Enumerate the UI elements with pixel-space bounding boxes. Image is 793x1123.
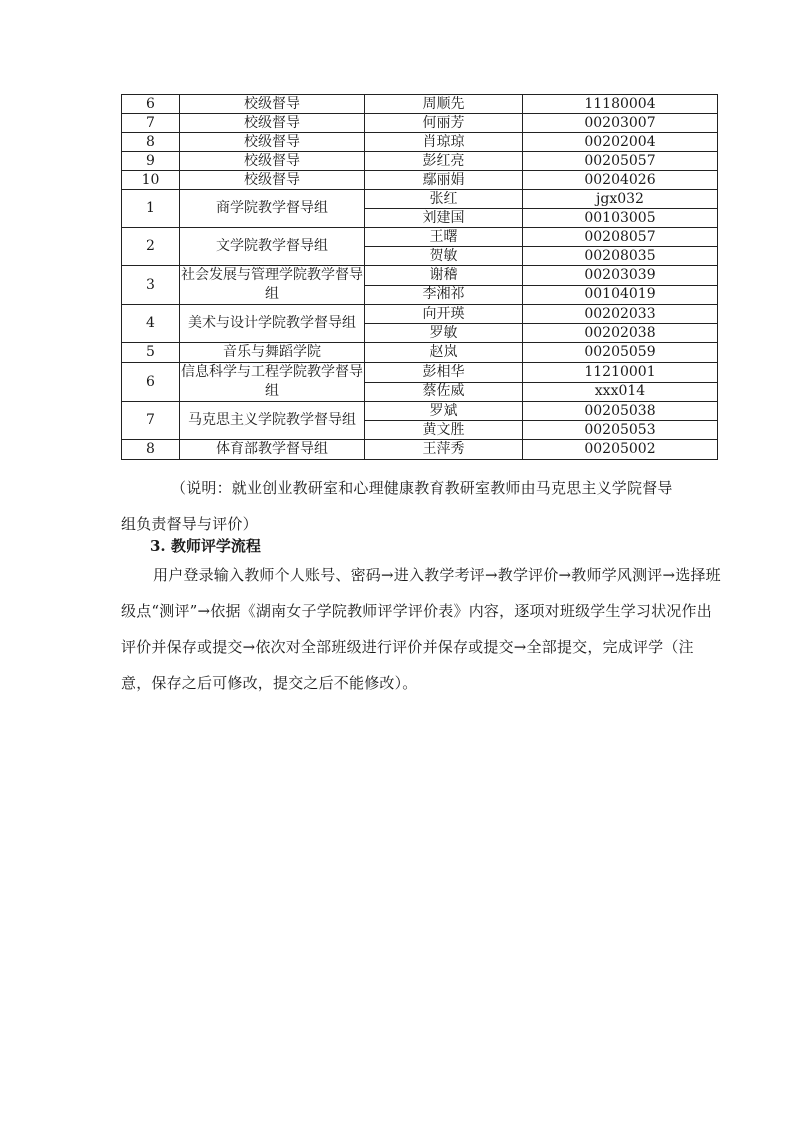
table-cell: 4 <box>122 305 180 343</box>
table-cell: 1 <box>122 190 180 228</box>
table-cell: 周顺先 <box>365 95 523 114</box>
table-cell: 00103005 <box>523 209 718 228</box>
table-cell: 彭红亮 <box>365 152 523 171</box>
table-cell: 00205059 <box>523 343 718 363</box>
table-cell: jgx032 <box>523 190 718 209</box>
table-row <box>122 171 718 190</box>
table-cell: 11210001 <box>523 363 718 383</box>
table-cell: 7 <box>122 114 180 133</box>
table-cell: 00202038 <box>523 324 718 343</box>
table-cell: 5 <box>122 343 180 363</box>
table-cell: 音乐与舞蹈学院 <box>180 343 365 363</box>
table-cell: 2 <box>122 228 180 266</box>
table-cell: 王曙 <box>365 228 523 247</box>
table-cell: 00104019 <box>523 285 718 305</box>
table-cell: 社会发展与管理学院教学督导组 <box>180 266 365 305</box>
section-heading: 3. 教师评学流程 <box>150 537 261 555</box>
table-cell: 00203039 <box>523 266 718 286</box>
table-cell: 00205038 <box>523 402 718 421</box>
table-cell: 体育部教学督导组 <box>180 440 365 460</box>
table-cell: 8 <box>122 133 180 152</box>
table-cell: 00208035 <box>523 247 718 266</box>
table-cell: 10 <box>122 171 180 190</box>
table-cell: 校级督导 <box>180 114 365 133</box>
table-cell: 罗敏 <box>365 324 523 343</box>
table-row <box>122 305 718 324</box>
note-line-1: （说明：就业创业教研室和心理健康教育教研室教师由马克思主义学院督导 <box>171 479 673 497</box>
table-cell: 3 <box>122 266 180 305</box>
table-row <box>122 266 718 286</box>
table-cell: 00205057 <box>523 152 718 171</box>
supervisor-table-body <box>122 95 718 460</box>
table-row <box>122 190 718 209</box>
table-row <box>122 228 718 247</box>
table-row <box>122 440 718 460</box>
table-cell: 贺敏 <box>365 247 523 266</box>
table-cell: 王萍秀 <box>365 440 523 460</box>
table-cell: 肖琼琼 <box>365 133 523 152</box>
table-cell: 6 <box>122 363 180 402</box>
table-cell: 校级督导 <box>180 95 365 114</box>
table-cell: 美术与设计学院教学督导组 <box>180 305 365 343</box>
table-cell: 信息科学与工程学院教学督导组 <box>180 363 365 402</box>
table-cell: 赵岚 <box>365 343 523 363</box>
section-paragraph <box>121 557 721 701</box>
table-cell: 蔡佐威 <box>365 382 523 402</box>
table-row <box>122 402 718 421</box>
table-cell: 校级督导 <box>180 152 365 171</box>
table-cell: 6 <box>122 95 180 114</box>
table-row <box>122 152 718 171</box>
table-cell: 8 <box>122 440 180 460</box>
table-cell: 彭相华 <box>365 363 523 383</box>
table-row <box>122 95 718 114</box>
table-cell: 校级督导 <box>180 171 365 190</box>
table-cell: 刘建国 <box>365 209 523 228</box>
table-cell: 罗斌 <box>365 402 523 421</box>
table-cell: 00208057 <box>523 228 718 247</box>
table-cell: 商学院教学督导组 <box>180 190 365 228</box>
table-row <box>122 343 718 363</box>
table-cell: xxx014 <box>523 382 718 402</box>
table-cell: 7 <box>122 402 180 440</box>
section-body: 用户登录输入教师个人账号、密码→进入教学考评→教学评价→教师学风测评→选择班级点“测评”→依据《湖南女子学院教师评学评价表》内容，逐项对班级学生学习状况作出评价并保存或提交→依次对全部班级进行评价并保存或提交→全部提交，完成评学（注意，保存之后可修改，提交之后不能修改）。 <box>121 566 721 692</box>
table-cell: 00203007 <box>523 114 718 133</box>
table-cell: 文学院教学督导组 <box>180 228 365 266</box>
table-cell: 向开瑛 <box>365 305 523 324</box>
table-cell: 黄文胜 <box>365 421 523 440</box>
note-line-2: 组负责督导与评价） <box>121 515 258 533</box>
table-row <box>122 114 718 133</box>
table-cell: 鄢丽娟 <box>365 171 523 190</box>
table-cell: 何丽芳 <box>365 114 523 133</box>
supervisor-table <box>121 94 718 460</box>
table-row <box>122 133 718 152</box>
table-cell: 00205002 <box>523 440 718 460</box>
table-cell: 00205053 <box>523 421 718 440</box>
table-cell: 00204026 <box>523 171 718 190</box>
table-cell: 9 <box>122 152 180 171</box>
table-cell: 张红 <box>365 190 523 209</box>
table-cell: 校级督导 <box>180 133 365 152</box>
table-cell: 00202004 <box>523 133 718 152</box>
table-cell: 11180004 <box>523 95 718 114</box>
table-cell: 谢稽 <box>365 266 523 286</box>
table-cell: 00202033 <box>523 305 718 324</box>
table-cell: 李湘祁 <box>365 285 523 305</box>
table-cell: 马克思主义学院教学督导组 <box>180 402 365 440</box>
table-row <box>122 363 718 383</box>
